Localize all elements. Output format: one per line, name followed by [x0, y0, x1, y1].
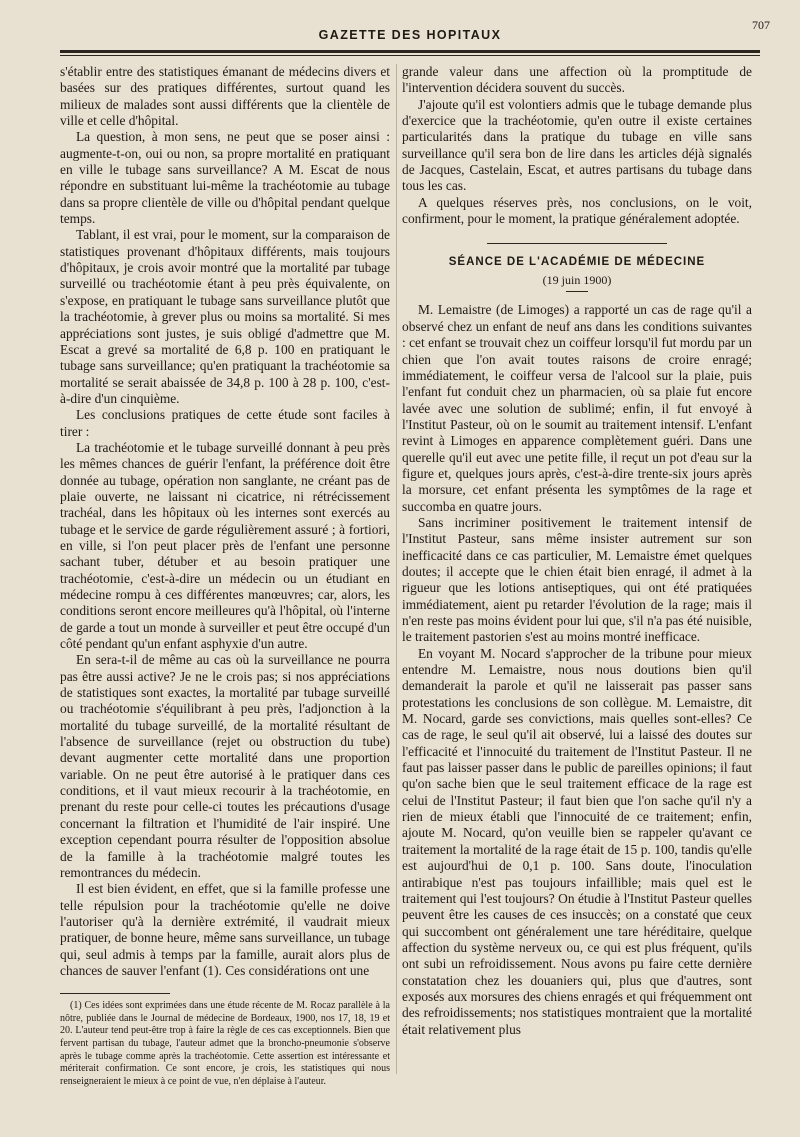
section-title: SÉANCE DE L'ACADÉMIE DE MÉDECINE	[448, 255, 706, 268]
paragraph: A quelques réserves près, nos conclusions, on le voit, confirment, pour le moment, la pratique généralement adoptée.	[402, 194, 752, 227]
section-separator	[402, 234, 752, 250]
paragraph: J'ajoute qu'il est volontiers admis que le tubage demande plus d'exercice que la trachéotomie, qu'en outre il existe certaines particularités dans la pratique du tubage en ville sans surveillance qu'il sera bon de lire dans les articles déjà signalés de Jacques, Castelain, Escat, et autres partisans du tubage dans tous les cas.	[402, 96, 752, 194]
header-rule-thin	[60, 55, 760, 56]
section-date: (19 juin 1900)	[542, 273, 612, 288]
paragraph: En sera-t-il de même au cas où la surveillance ne pourra pas être aussi active? Je ne le crois pas; si nos appréciations de statistiques sont exactes, la mortalité par tubage surveillé ou trachéotomie s'équilibrant à peu près, l'adjonction à la mortalité du tubage surveillé, de la mortalité résultant de l'absence de surveillance (rejet ou obstruction du tube) devant augmenter cette mortalité dans une proportion variable. On ne peut être autorisé à le pratiquer dans ces conditions, et il vaut mieux recourir à la trachéotomie, en prenant du reste pour celle-ci toutes les précautions d'usage concernant la filtration et l'humidité de l'air inspiré. Une exception cependant pourra résulter de l'opposition absolue de la famille à la trachéotomie malgré toutes les remontrances du médecin.	[60, 652, 390, 880]
left-column	[60, 64, 390, 1087]
paragraph: Les conclusions pratiques de cette étude sont faciles à tirer :	[60, 407, 390, 439]
page-header	[60, 18, 770, 62]
footnote: (1) Ces idées sont exprimées dans une étude récente de M. Rocaz parallèle à la nôtre, publiée dans le Journal de médecine de Bordeaux, 1900, nos 17, 18, 19 et 20. L'auteur tend peut-être trop à faire la règle de ces cas exceptionnels. Bien que fervent partisan du tubage, l'auteur admet que la broncho-pneumonie s'observe après le tubage comme après la trachéotomie. Cette assertion est intéressante et mériterait confirmation. Ce sont encore, je crois, les statistiques qui nous renseigneraient le mieux à ce point de vue, n'en déplaise à l'auteur.	[60, 1000, 390, 1087]
paragraph: s'établir entre des statistiques émanant de médecins divers et basées sur des pratiques différentes, surtout quand les milieux de malades sont aussi différents que la clientèle de ville et celle d'hôpital.	[60, 64, 390, 129]
page-number: 707	[752, 18, 770, 32]
short-rule	[566, 291, 588, 292]
paragraph: La trachéotomie et le tubage surveillé donnant à peu près les mêmes chances de guérir l'enfant, la préférence doit être donnée au tubage, opération non sanglante, ne créant pas de plaie ouverte, ne laissant ni cicatrice, ni rétrécissement trachéal, dans les hôpitaux où les internes sont exercés au tubage et le service de garde régulièrement assuré ; à fortiori, en ville, si l'on peut placer près de l'enfant une personne sachant tuber, détuber et au besoin pratiquer une trachéotomie, c'est-à-dire un médecin ou un étudiant en médecine rompu à ces différentes manœuvres; car, alors, les conditions seront encore meilleures qu'à l'hôpital, où l'interne de garde a tout un monde à surveiller et peut être occupé d'un côté pendant qu'un enfant asphyxie d'un autre.	[60, 439, 390, 652]
paragraph: grande valeur dans une affection où la promptitude de l'intervention décidera souvent du succès.	[402, 64, 752, 96]
right-column	[402, 64, 752, 1074]
paragraph: Tablant, il est vrai, pour le moment, sur la comparaison de statistiques provenant d'hôpitaux différents, mais toujours d'hôpitaux, je crois avoir montré que la mortalité par tubage surveillé ou trachéotomie étant à peu près équivalente, on s'expose, en pratiquant le tubage sans surveillance plutôt que la trachéotomie, à grever plus ou moins sa mortalité. Si mes appréciations sont justes, je suis obligé d'admettre que M. Escat a grevé sa mortalité de 6,8 p. 100 en pratiquant le tubage sans surveillance; qu'en pratiquant la trachéotomie sa mortalité se serait abaissée de 34,8 p. 100 à 28 p. 100, c'est-à-dire d'un cinquième.	[60, 227, 390, 406]
paragraph: Sans incriminer positivement le traitement intensif de l'Institut Pasteur, sans même insister autrement sur son inefficacité dans ce cas particulier, M. Lemaistre émet quelques doutes; il accepte que le chien était bien enragé, il admet à la rigueur que les lotions antiseptiques, qui ont été pratiquées immédiatement, aient pu retarder l'évolution de la rage; mais il n'en reste pas moins évident pour lui que, s'il n'a pas été nuisible, le traitement pastorien s'est au moins montré inefficace.	[402, 514, 752, 645]
journal-title: GAZETTE DES HOPITAUX	[318, 28, 502, 42]
column-divider	[396, 64, 397, 1074]
paragraph: La question, à mon sens, ne peut que se poser ainsi : augmente-t-on, oui ou non, sa propre mortalité en pratiquant en ville le tubage sans surveillance? A M. Escat de nous répondre en substituant lui-même la trachéotomie au tubage dans sa propre clientèle de ville ou d'hôpital pendant quelque temps.	[60, 129, 390, 227]
footnote-rule	[60, 993, 170, 994]
header-rule-thick	[60, 50, 760, 53]
paragraph: M. Lemaistre (de Limoges) a rapporté un cas de rage qu'il a observé chez un enfant de neuf ans dans les conditions suivantes : cet enfant se trouvait chez un coiffeur lorsqu'il fut mordu par un chien que l'on avait toutes raisons de croire enragé; immédiatement, le coiffeur versa de l'alcool sur la plaie, puis l'enfant fut conduit chez un pharmacien, où sa plaie fut encore lavée avec une solution de sublimé; enfin, il fut envoyé à l'Institut Pasteur, où on le soumit au traitement intensif. L'enfant revint à Limoges en apparence complètement guéri. Dans une querelle qu'il eut avec une petite fille, il reçut un pot d'eau sur la figure et, quelques jours après, c'est-à-dire trente-six jours après la morsure, cet enfant présenta les symptômes de la rage et succomba en quatre jours.	[402, 302, 752, 514]
paragraph: Il est bien évident, en effet, que si la famille professe une telle répulsion pour la trachéotomie qu'elle ne doive l'autoriser qu'à la dernière extrémité, il vaudrait mieux pratiquer, de bonne heure, même sans surveillance, un tubage qui, seul admis à temps par la famille, aurait alors plus de chances de sauver l'enfant (1). Ces considérations ont une	[60, 881, 390, 978]
paragraph: En voyant M. Nocard s'approcher de la tribune pour mieux entendre M. Lemaistre, nous nous doutions bien qu'il demanderait la parole et qu'il ne laisserait pas passer sans protestations les conclusions de son collègue. M. Lemaistre, dit M. Nocard, garde ses convictions, mais quelles sont-elles? Ce cas de rage, le seul qu'il ait observé, lui a laissé des doutes sur l'efficacité et l'innocuité du traitement de l'Institut Pasteur. Il ne faut pas laisser passer dans le public de pareilles opinions; il faut qu'on sache bien que le seul traitement efficace de la rage est celui de l'Institut Pasteur; il faut bien que l'on sache qu'il n'y a rien de mieux établi que l'innocuité de ce traitement; enfin, ajoute M. Nocard, qu'on veuille bien se rappeler qu'avant ce traitement la mortalité de la rage était de 15 p. 100, tandis qu'elle est aujourd'hui de 0,1 p. 100. Sans doute, l'inoculation antirabique n'est pas toujours infaillible; mais quel est le traitement qui l'est toujours? On étudie à l'Institut Pasteur quelles peuvent être les causes de ces insuccès; on a constaté que ceux qui succombent ont généralement une tare héréditaire, quelque affection du système nerveux ou, ce qui est plus fréquent, qu'ils ont subi un refroidissement. Nous avons pu faire cette dernière constatation chez les douaniers qui, plus que d'autres, sont exposés aux morsures des chiens enragés et qui fréquemment ont des refroidissements; nos statistiques montraient que la mortalité était relativement plus	[402, 645, 752, 1037]
ornament-rule	[487, 243, 667, 244]
